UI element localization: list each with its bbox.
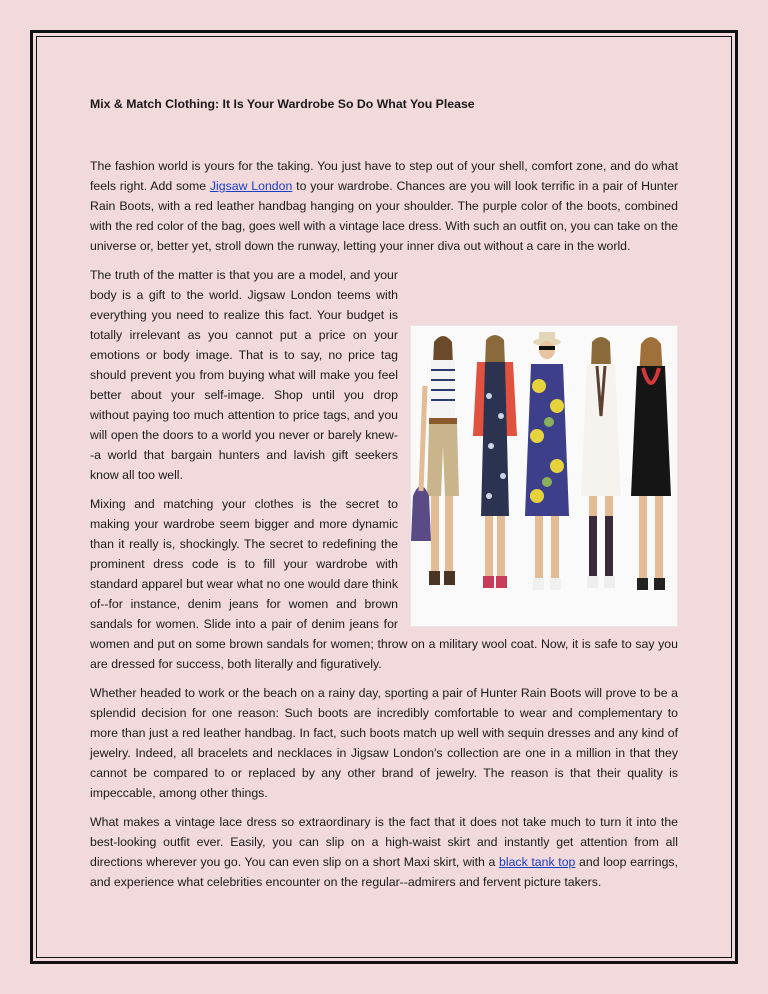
model-4 bbox=[581, 337, 621, 588]
model-3 bbox=[525, 332, 569, 590]
paragraph-4: Whether headed to work or the beach on a rainy day, sporting a pair of Hunter Rain Boots will prove to be a splendid decision for one reason: Such boots are incredibly comfortable to wear and complementary to more than just a red leather handbag. In fact, such boots match up well with sequin dresses and any kind of jewelry. Indeed, all bracelets and necklaces in Jigsaw London's collection are one in a million in that they cannot be compared to or replaced by any other brand of jewelry. The reason is that their quality is impeccable, among other things. bbox=[90, 686, 678, 800]
model-1 bbox=[411, 336, 459, 585]
paragraph-2 bbox=[90, 265, 678, 485]
model-2 bbox=[473, 335, 517, 588]
five-models-illustration bbox=[411, 326, 677, 626]
paragraph-3: Mixing and matching your clothes is the secret to making your wardrobe seem bigger and more dynamic than it really is, shockingly. The secret to redefining the prominent dress code is to fill your wardrobe with standard apparel but wear what no one would dare think of--for instance, denim jeans for women and brown sandals for women. Slide into a pair of denim jeans for women and put on some brown sandals for women; throw on a military wool coat. Now, it is safe to say you are dressed for success, both literally and figuratively. bbox=[90, 497, 678, 671]
paragraph-2-text: The truth of the matter is that you are a model, and your body is a gift to the world. Jigsaw London teems with everything you need to realize this fact. Your budget is totally irrelevant as you cannot put a price on your emotions or body image. That is to say, no price tag should prevent you from buying what will make you feel better about your self-image. Shop until you drop without paying too much attention to price tags, and you will open the doors to a world you never or barely knew--a world that bargain hunters and lavish gift seekers know all too well. bbox=[90, 268, 398, 482]
model-5 bbox=[631, 337, 671, 590]
document-body bbox=[90, 94, 678, 901]
jigsaw-london-link[interactable]: Jigsaw London bbox=[209, 179, 293, 193]
black-tank-top-link[interactable]: black tank top bbox=[499, 855, 576, 869]
paragraph-1: The fashion world is yours for the taking. You just have to step out of your shell, comfort zone, and do what feels right. Add some Jigsaw London to your wardrobe. Chances are you will look terrific in a pair of Hunter Rain Boots, with a red leather handbag hanging on your shoulder. The purple color of the boots, combined with the red color of the bag, goes well with a vintage lace dress. With such an outfit on, you can take on the universe or, better yet, stroll down the runway, letting your inner diva out without a care in the world. bbox=[90, 159, 679, 253]
fashion-models-image bbox=[410, 325, 678, 627]
document-title: Mix & Match Clothing: It Is Your Wardrobe So Do What You Please bbox=[90, 97, 475, 111]
paragraph-5: What makes a vintage lace dress so extraordinary is the fact that it does not take much to turn it into the best-looking outfit ever. Easily, you can slip on a high-waist skirt and instantly get attention from all directions wherever you go. You can even slip on a short Maxi skirt, with a black tank top and loop earrings, and experience what celebrities encounter on the regular--admirers and fervent picture takers. bbox=[90, 815, 678, 889]
